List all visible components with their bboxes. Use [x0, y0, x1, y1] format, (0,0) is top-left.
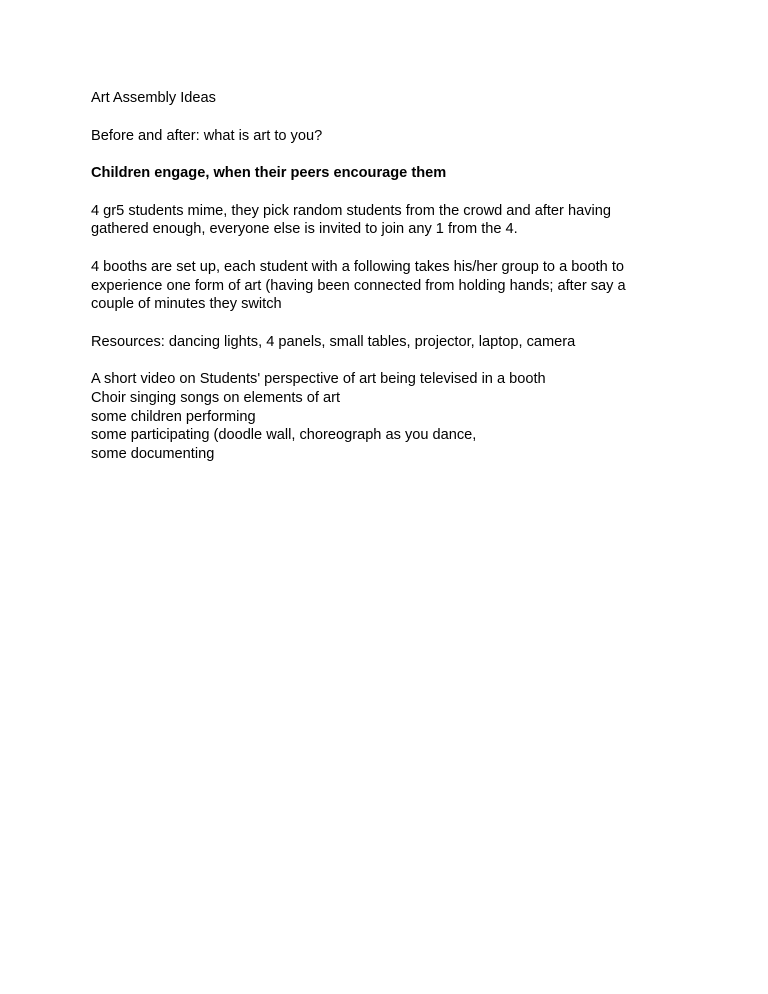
list-item: Choir singing songs on elements of art	[91, 389, 341, 406]
paragraph-mime	[91, 202, 691, 239]
paragraph-line: gathered enough, everyone else is invited to join any 1 from the 4.	[91, 221, 518, 238]
bold-heading: Children engage, when their peers encourage them	[91, 165, 447, 182]
document-title: Art Assembly Ideas	[91, 90, 216, 106]
resources-line: Resources: dancing lights, 4 panels, small tables, projector, laptop, camera	[91, 333, 576, 350]
list-item: A short video on Students' perspective of art being televised in a booth	[91, 371, 546, 388]
paragraph-line: 4 gr5 students mime, they pick random students from the crowd and after having	[91, 202, 611, 219]
paragraph-line: couple of minutes they switch	[91, 296, 282, 313]
document-body	[91, 89, 691, 482]
paragraph-booths	[91, 258, 691, 314]
list-item: some documenting	[91, 445, 215, 462]
list-item: some participating (doodle wall, choreograph as you dance,	[91, 427, 477, 444]
list-item: some children performing	[91, 408, 256, 425]
activity-list	[91, 370, 691, 463]
paragraph-line: experience one form of art (having been connected from holding hands; after say a	[91, 277, 626, 294]
paragraph-line: 4 booths are set up, each student with a following takes his/her group to a booth to	[91, 258, 625, 275]
question-line: Before and after: what is art to you?	[91, 127, 323, 144]
